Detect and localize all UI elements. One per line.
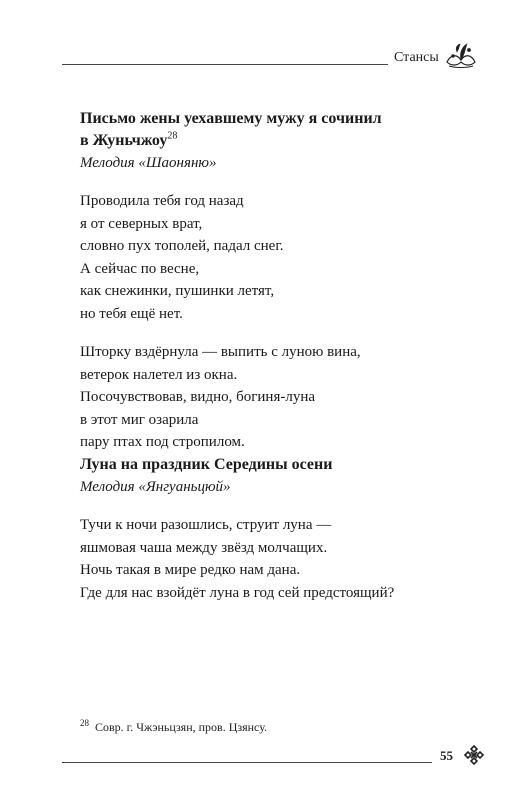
running-header-title: Стансы <box>394 50 439 65</box>
verse-line: Ночь такая в мире редко нам дана. <box>80 562 301 578</box>
verse-line: но тебя ещё нет. <box>80 305 183 322</box>
verse-line: пару птах под стропилом. <box>80 434 245 450</box>
page-number: 55 <box>440 748 453 763</box>
stanza <box>80 341 480 454</box>
floral-ornament-icon <box>443 40 479 70</box>
footnote-reference[interactable]: 28 <box>167 130 178 142</box>
verse-line: А сейчас по весне, <box>80 260 200 277</box>
footnote-mark: 28 <box>80 718 89 728</box>
verse-line: я от северных врат, <box>80 215 203 232</box>
poem-melody: Мелодия «Янгуаньцюй» <box>80 479 231 495</box>
footnote <box>80 720 267 735</box>
poem-1 <box>80 108 480 454</box>
verse-line: ветерок налетел из окна. <box>80 366 238 383</box>
verse-line: Где для нас взойдёт луна в год сей предстоящий? <box>80 584 395 601</box>
poem-2 <box>80 454 480 604</box>
poem-title: Луна на праздник Середины осени <box>80 456 333 473</box>
poem-title: Письмо жены уехавшему мужу я сочинил в Жуньчжоу$^{28}$ <box>80 110 382 149</box>
stanza <box>80 190 480 325</box>
knot-ornament-icon <box>462 743 486 767</box>
verse-line: Шторку вздёрнула — выпить с луною вина, <box>80 344 361 360</box>
verse-line: Посочувствовав, видно, богиня-луна <box>80 389 316 405</box>
footnote-text: Совр. г. Чжэньцзян, пров. Цзянсу. <box>95 720 268 734</box>
stanza <box>80 514 480 604</box>
poem-melody: Мелодия «Шаоняню» <box>80 155 217 171</box>
verse-line: яшмовая чаша между звёзд молчащих. <box>80 539 328 556</box>
verse-line: Тучи к ночи разошлись, струит луна — <box>80 517 332 533</box>
verse-line: в этот миг озарила <box>80 411 199 428</box>
footer-rule <box>62 762 432 763</box>
verse-line: словно пух тополей, падал снег. <box>80 238 284 254</box>
header-rule <box>62 64 388 65</box>
verse-line: как снежинки, пушинки летят, <box>80 283 275 299</box>
verse-line: Проводила тебя год назад <box>80 193 244 209</box>
